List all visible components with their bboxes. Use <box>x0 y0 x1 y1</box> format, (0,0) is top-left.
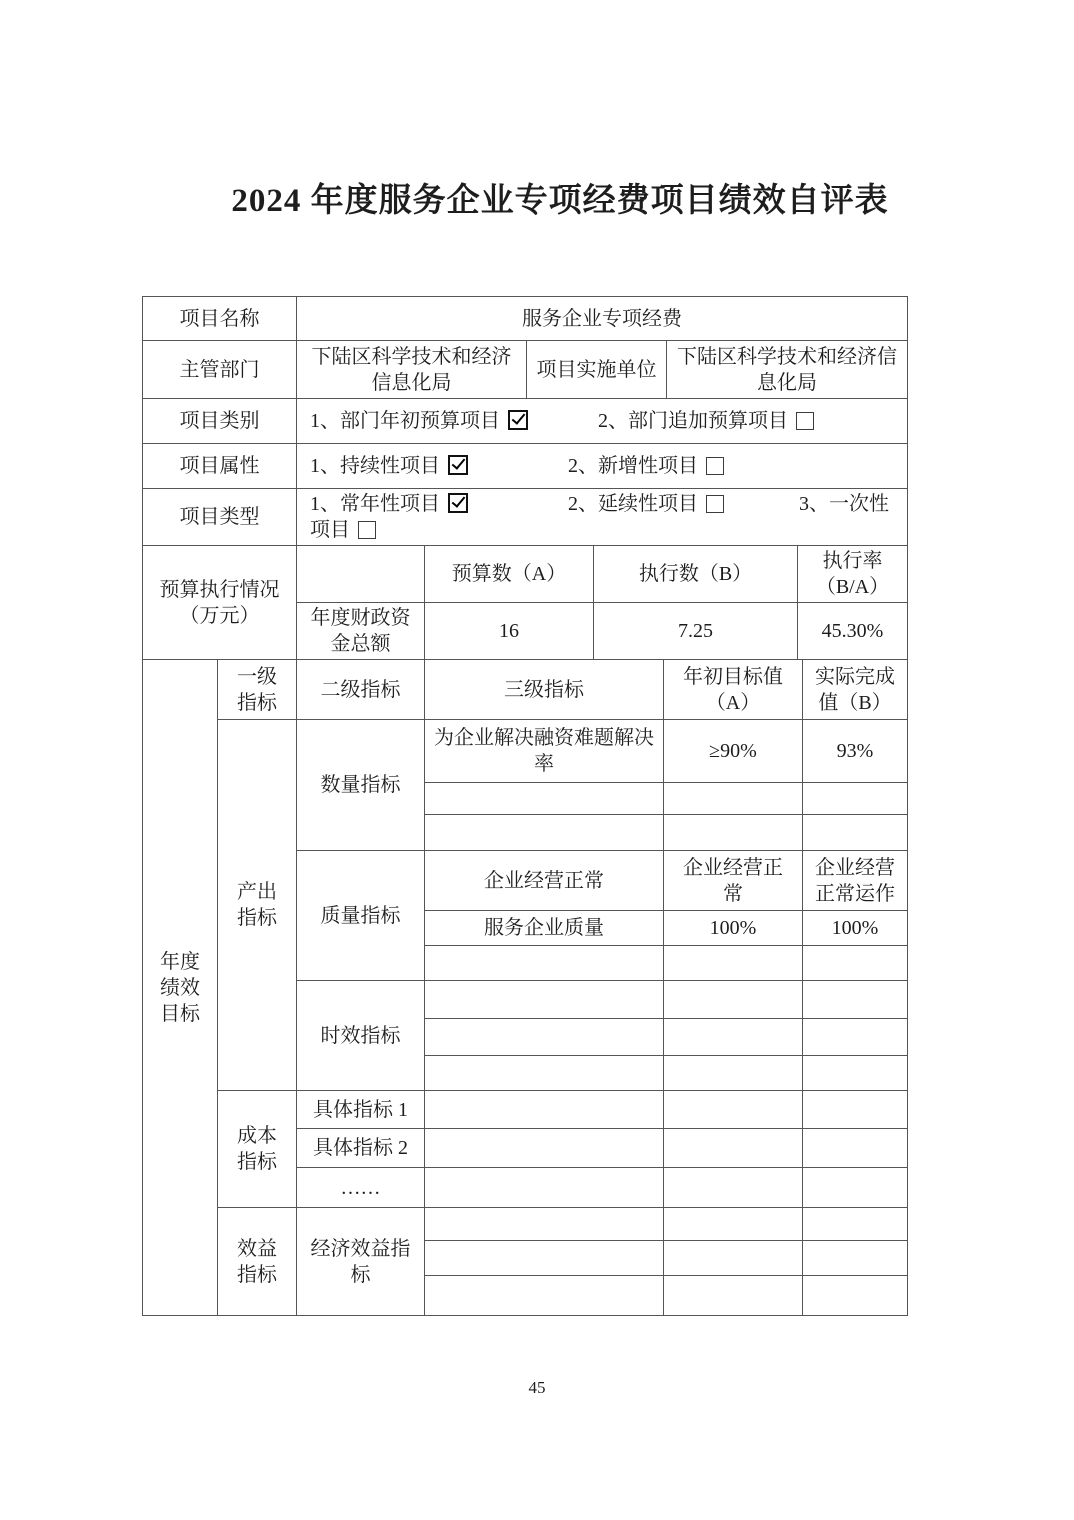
impl-label: 项目实施单位 <box>527 341 667 399</box>
target-cell: ≥90% <box>664 720 803 783</box>
target-cell <box>664 783 803 815</box>
level3-cell: 企业经营正常 <box>425 851 664 911</box>
target-cell: 100% <box>664 911 803 946</box>
target-cell <box>664 1276 803 1316</box>
project-info-table <box>142 296 908 546</box>
checkbox-checked-icon <box>448 493 468 513</box>
budget-section-label: 预算执行情况（万元） <box>143 546 297 660</box>
category-label: 项目类别 <box>143 399 297 444</box>
option-attribute-2 <box>568 455 724 477</box>
table-row <box>143 1208 908 1241</box>
actual-cell <box>803 815 908 851</box>
level2-header: 二级指标 <box>297 660 425 720</box>
target-cell <box>664 1091 803 1129</box>
level3-cell <box>425 981 664 1019</box>
level3-cell: 为企业解决融资难题解决率 <box>425 720 664 783</box>
actual-cell <box>803 946 908 981</box>
option-label: 1、常年性项目 <box>310 493 440 515</box>
level1-benefit: 效益指标 <box>218 1208 297 1316</box>
level3-cell <box>425 1208 664 1241</box>
performance-table <box>142 659 908 1316</box>
option-label: 1、部门年初预算项目 <box>310 410 500 432</box>
level3-cell <box>425 1168 664 1208</box>
type-label: 项目类型 <box>143 489 297 546</box>
actual-cell <box>803 1168 908 1208</box>
level3-cell <box>425 1241 664 1276</box>
checkbox-icon <box>706 457 724 475</box>
option-type-1 <box>310 493 468 515</box>
table-row <box>143 399 908 444</box>
type-options <box>297 489 908 546</box>
target-cell <box>664 1056 803 1091</box>
table-row <box>143 444 908 489</box>
target-cell <box>664 1208 803 1241</box>
budget-table <box>142 545 908 660</box>
target-cell <box>664 815 803 851</box>
table-row <box>143 1091 908 1129</box>
impl-value: 下陆区科学技术和经济信息化局 <box>667 341 908 399</box>
option-category-1 <box>310 410 528 432</box>
execution-rate: 45.30% <box>798 603 908 660</box>
self-evaluation-table <box>142 296 908 1316</box>
target-header: 年初目标值（A） <box>664 660 803 720</box>
actual-cell <box>803 1019 908 1056</box>
option-label: 3、一次性项目 <box>310 493 889 541</box>
actual-cell <box>803 783 908 815</box>
project-name-value: 服务企业专项经费 <box>297 297 908 341</box>
option-label: 2、新增性项目 <box>568 455 698 477</box>
budget-col-b-header: 执行数（B） <box>594 546 798 603</box>
dept-label: 主管部门 <box>143 341 297 399</box>
level3-cell <box>425 1091 664 1129</box>
option-label: 2、部门追加预算项目 <box>598 410 788 432</box>
budget-rate-header: 执行率（B/A） <box>798 546 908 603</box>
checkbox-icon <box>706 495 724 513</box>
target-cell <box>664 981 803 1019</box>
level2-quantity: 数量指标 <box>297 720 425 851</box>
table-row <box>143 341 908 399</box>
actual-header: 实际完成值（B） <box>803 660 908 720</box>
actual-cell <box>803 981 908 1019</box>
level3-header: 三级指标 <box>425 660 664 720</box>
target-cell <box>664 946 803 981</box>
option-attribute-1 <box>310 455 468 477</box>
level2-specific2: 具体指标 2 <box>297 1129 425 1168</box>
actual-cell <box>803 1276 908 1316</box>
checkbox-icon <box>796 412 814 430</box>
level1-cost: 成本指标 <box>218 1091 297 1208</box>
target-cell <box>664 1241 803 1276</box>
budget-amount: 16 <box>425 603 594 660</box>
table-row <box>143 297 908 341</box>
actual-cell <box>803 1208 908 1241</box>
level3-cell <box>425 815 664 851</box>
level1-output: 产出指标 <box>218 720 297 1091</box>
category-options <box>297 399 908 444</box>
actual-cell <box>803 1241 908 1276</box>
table-row <box>143 720 908 783</box>
attribute-label: 项目属性 <box>143 444 297 489</box>
table-row <box>143 489 908 546</box>
target-cell <box>664 1168 803 1208</box>
option-type-2 <box>568 493 724 515</box>
target-cell <box>664 1019 803 1056</box>
attribute-options <box>297 444 908 489</box>
actual-cell: 93% <box>803 720 908 783</box>
level2-quality: 质量指标 <box>297 851 425 981</box>
table-row <box>143 660 908 720</box>
actual-cell <box>803 1129 908 1168</box>
table-row <box>143 546 908 603</box>
option-label: 2、延续性项目 <box>568 493 698 515</box>
checkbox-checked-icon <box>448 455 468 475</box>
level3-cell <box>425 1276 664 1316</box>
executed-amount: 7.25 <box>594 603 798 660</box>
project-name-label: 项目名称 <box>143 297 297 341</box>
level2-ellipsis: …… <box>297 1168 425 1208</box>
level3-cell <box>425 1019 664 1056</box>
target-cell <box>664 1129 803 1168</box>
page-number: 45 <box>528 1378 546 1397</box>
budget-empty-cell <box>297 546 425 603</box>
actual-cell <box>803 1056 908 1091</box>
level3-cell <box>425 1056 664 1091</box>
actual-cell <box>803 1091 908 1129</box>
level2-economic: 经济效益指标 <box>297 1208 425 1316</box>
level3-cell <box>425 946 664 981</box>
level1-header: 一级指标 <box>218 660 297 720</box>
option-label: 1、持续性项目 <box>310 455 440 477</box>
actual-cell: 100% <box>803 911 908 946</box>
level2-timeliness: 时效指标 <box>297 981 425 1091</box>
level3-cell: 服务企业质量 <box>425 911 664 946</box>
actual-cell: 企业经营正常运作 <box>803 851 908 911</box>
option-category-2 <box>598 410 814 432</box>
dept-value: 下陆区科学技术和经济信息化局 <box>297 341 527 399</box>
level2-specific1: 具体指标 1 <box>297 1091 425 1129</box>
checkbox-icon <box>358 521 376 539</box>
performance-section-label: 年度绩效目标 <box>143 660 218 1316</box>
budget-row-label: 年度财政资金总额 <box>297 603 425 660</box>
level3-cell <box>425 783 664 815</box>
budget-col-a-header: 预算数（A） <box>425 546 594 603</box>
target-cell: 企业经营正常 <box>664 851 803 911</box>
page-title: 2024 年度服务企业专项经费项目绩效自评表 <box>231 183 889 219</box>
checkbox-checked-icon <box>508 410 528 430</box>
level3-cell <box>425 1129 664 1168</box>
